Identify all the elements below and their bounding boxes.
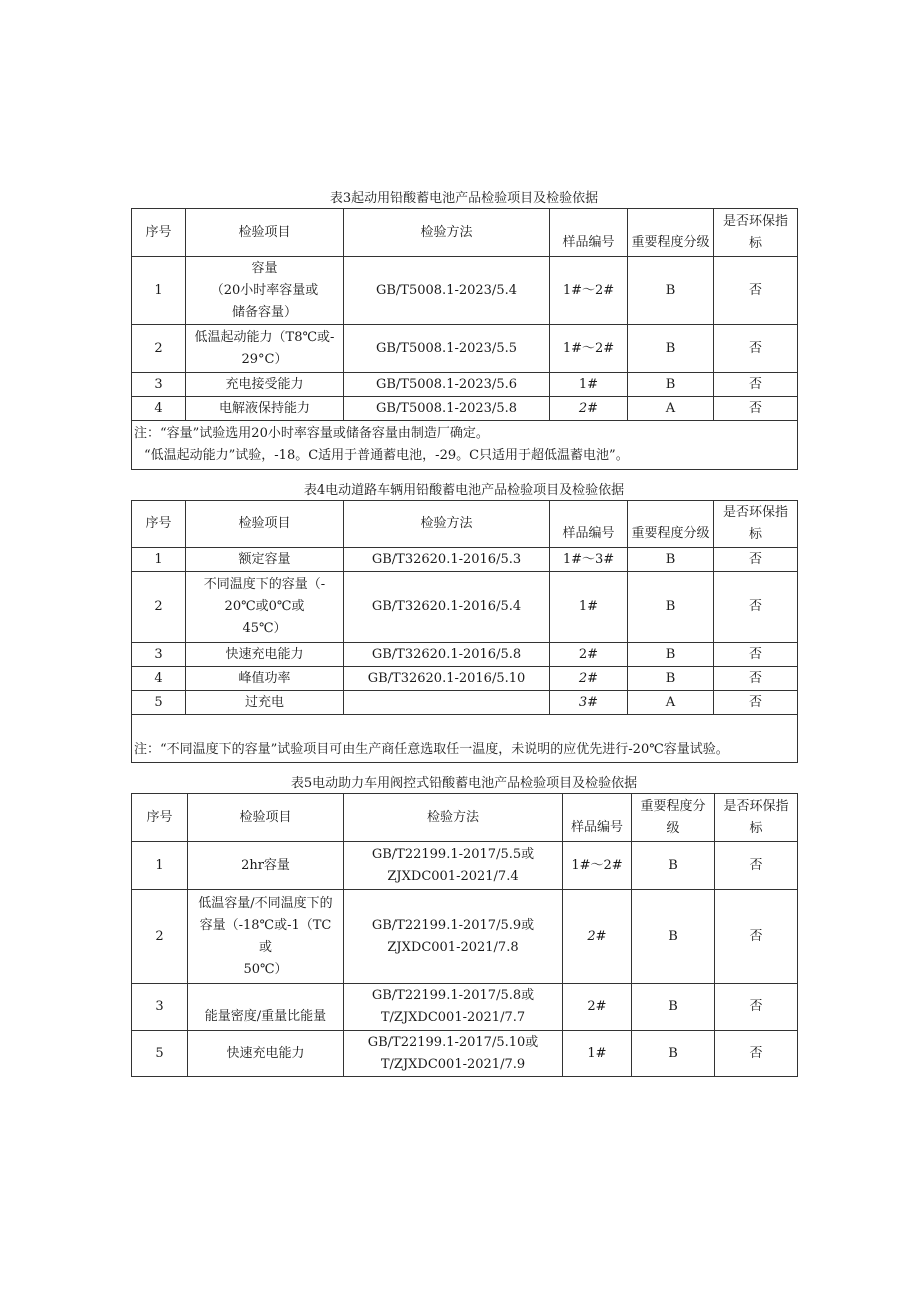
row-importance: B (628, 325, 714, 373)
header-no: 序号 (132, 794, 188, 842)
table-row (132, 1031, 798, 1077)
table3-note-row (132, 421, 798, 470)
row-sample: 1# (550, 572, 628, 643)
row-sample: 2# (563, 890, 632, 984)
row-method: GB/T5008.1-2023/5.4 (344, 257, 550, 325)
row-no: 3 (132, 643, 186, 667)
row-item: 过充电 (186, 691, 344, 715)
header-no: 序号 (132, 209, 186, 257)
row-sample: 2# (550, 397, 628, 421)
table5-caption: 表5电动助力车用阀控式铅酸蓄电池产品检验项目及检验依据 (290, 776, 638, 791)
table4-note-row (132, 715, 798, 763)
header-importance: 重要程度分 级 (632, 794, 715, 842)
row-sample: 1#～2# (563, 842, 632, 890)
table3 (131, 208, 798, 470)
row-sample: 1# (550, 373, 628, 397)
row-env: 否 (714, 397, 798, 421)
row-method: GB/T22199.1-2017/5.10或 T/ZJXDC001-2021/7.9 (344, 1031, 563, 1077)
row-item: 低温容量/不同温度下的 容量（-18℃或-1（TC 或 50℃） (188, 890, 344, 984)
table3-header-row (132, 209, 798, 257)
row-sample: 2# (550, 643, 628, 667)
header-method: 检验方法 (344, 794, 563, 842)
table3-caption: 表3起动用铅酸蓄电池产品检验项目及检验依据 (329, 191, 599, 206)
row-env: 否 (715, 842, 798, 890)
table4 (131, 500, 798, 763)
row-importance: B (628, 257, 714, 325)
row-no: 5 (132, 691, 186, 715)
row-item: 2hr容量 (188, 842, 344, 890)
header-sample: 样品编号 (550, 209, 628, 257)
table5-header-row (132, 794, 798, 842)
header-env: 是否环保指 标 (714, 209, 798, 257)
table-row (132, 842, 798, 890)
header-importance: 重要程度分级 (628, 209, 714, 257)
row-item: 快速充电能力 (186, 643, 344, 667)
table-row (132, 548, 798, 572)
row-importance: B (628, 667, 714, 691)
table-row (132, 257, 798, 325)
header-item: 检验项目 (188, 794, 344, 842)
row-env: 否 (714, 257, 798, 325)
row-method: GB/T32620.1-2016/5.8 (344, 643, 550, 667)
row-method: GB/T5008.1-2023/5.8 (344, 397, 550, 421)
row-sample: 1# (563, 1031, 632, 1077)
row-item: 低温起动能力（T8℃或- 29°C） (186, 325, 344, 373)
table-row (132, 984, 798, 1031)
row-no: 5 (132, 1031, 188, 1077)
note-line: “低温起动能力”试验，-18。C适用于普通蓄电池，-29。C只适用于超低温蓄电池”。 (144, 448, 629, 463)
row-importance: B (632, 890, 715, 984)
header-method: 检验方法 (344, 501, 550, 548)
header-importance: 重要程度分级 (628, 501, 714, 548)
row-item: 能量密度/重量比能量 (188, 984, 344, 1031)
row-env: 否 (714, 643, 798, 667)
note-line: 注：“容量”试验选用20小时率容量或储备容量由制造厂确定。 (134, 426, 489, 441)
row-env: 否 (714, 325, 798, 373)
row-importance: A (628, 691, 714, 715)
row-sample: 2# (563, 984, 632, 1031)
table-row (132, 890, 798, 984)
row-item: 不同温度下的容量（- 20℃或0℃或 45℃） (186, 572, 344, 643)
row-no: 4 (132, 667, 186, 691)
note-line: 注：“不同温度下的容量”试验项目可由生产商任意选取任一温度，未说明的应优先进行-20℃容量试验。 (134, 742, 729, 757)
row-env: 否 (714, 667, 798, 691)
header-method: 检验方法 (344, 209, 550, 257)
header-env: 是否环保指 标 (714, 501, 798, 548)
row-env: 否 (714, 373, 798, 397)
header-sample: 样品编号 (563, 794, 632, 842)
table5 (131, 793, 798, 1077)
row-env: 否 (714, 572, 798, 643)
table-row (132, 691, 798, 715)
row-importance: B (628, 548, 714, 572)
row-method: GB/T32620.1-2016/5.3 (344, 548, 550, 572)
row-sample: 1#～2# (550, 325, 628, 373)
row-importance: B (632, 842, 715, 890)
row-no: 2 (132, 572, 186, 643)
row-item: 充电接受能力 (186, 373, 344, 397)
table4-caption: 表4电动道路车辆用铅酸蓄电池产品检验项目及检验依据 (303, 483, 625, 498)
row-no: 1 (132, 257, 186, 325)
table4-note (132, 715, 798, 763)
row-importance: B (628, 643, 714, 667)
table-row (132, 643, 798, 667)
row-no: 2 (132, 890, 188, 984)
row-no: 1 (132, 842, 188, 890)
row-sample: 1#～3# (550, 548, 628, 572)
row-env: 否 (714, 691, 798, 715)
header-item: 检验项目 (186, 501, 344, 548)
table-row (132, 325, 798, 373)
header-no: 序号 (132, 501, 186, 548)
row-method: GB/T5008.1-2023/5.5 (344, 325, 550, 373)
row-sample: 1#～2# (550, 257, 628, 325)
row-env: 否 (715, 984, 798, 1031)
row-item: 额定容量 (186, 548, 344, 572)
header-env: 是否环保指 标 (715, 794, 798, 842)
row-no: 2 (132, 325, 186, 373)
table-row (132, 667, 798, 691)
row-env: 否 (714, 548, 798, 572)
header-sample: 样品编号 (550, 501, 628, 548)
row-method: GB/T22199.1-2017/5.9或 ZJXDC001-2021/7.8 (344, 890, 563, 984)
row-item: 快速充电能力 (188, 1031, 344, 1077)
row-method: GB/T32620.1-2016/5.4 (344, 572, 550, 643)
row-no: 3 (132, 984, 188, 1031)
row-no: 3 (132, 373, 186, 397)
row-method: GB/T5008.1-2023/5.6 (344, 373, 550, 397)
row-env: 否 (715, 1031, 798, 1077)
row-method (344, 691, 550, 715)
table3-note (132, 421, 798, 470)
row-item: 容量 （20小时率容量或 储备容量） (186, 257, 344, 325)
row-importance: B (632, 1031, 715, 1077)
header-item: 检验项目 (186, 209, 344, 257)
row-sample: 2# (550, 667, 628, 691)
row-env: 否 (715, 890, 798, 984)
row-importance: B (628, 572, 714, 643)
row-item: 峰值功率 (186, 667, 344, 691)
row-importance: A (628, 397, 714, 421)
row-sample: 3# (550, 691, 628, 715)
table-row (132, 572, 798, 643)
table4-header-row (132, 501, 798, 548)
table-row (132, 373, 798, 397)
table-row (132, 397, 798, 421)
row-no: 4 (132, 397, 186, 421)
row-method: GB/T22199.1-2017/5.5或 ZJXDC001-2021/7.4 (344, 842, 563, 890)
row-method: GB/T32620.1-2016/5.10 (344, 667, 550, 691)
row-item: 电解液保持能力 (186, 397, 344, 421)
row-importance: B (628, 373, 714, 397)
row-no: 1 (132, 548, 186, 572)
row-method: GB/T22199.1-2017/5.8或 T/ZJXDC001-2021/7.7 (344, 984, 563, 1031)
row-importance: B (632, 984, 715, 1031)
